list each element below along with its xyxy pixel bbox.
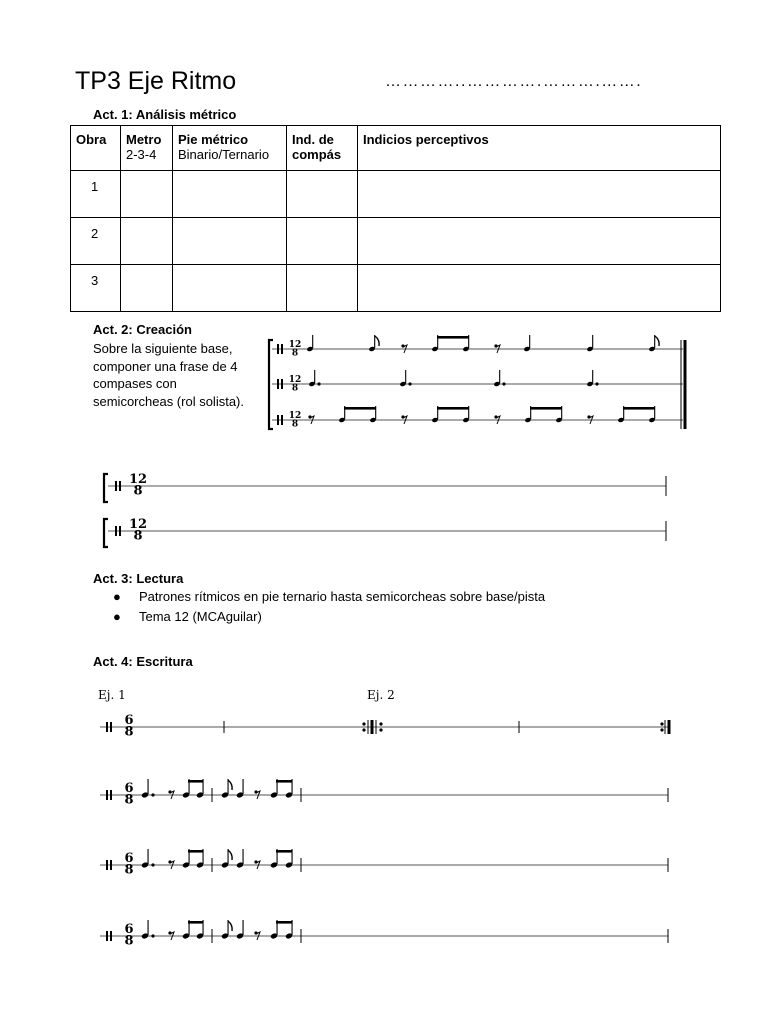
percussion-clef — [110, 722, 112, 732]
percussion-clef — [119, 526, 121, 536]
note-flag — [228, 921, 232, 931]
note-flag — [375, 336, 379, 346]
note-beam — [276, 850, 292, 853]
augmentation-dot — [660, 728, 663, 731]
col-header-metro: Metro 2-3-4 — [121, 126, 173, 171]
augmentation-dot — [660, 722, 663, 725]
note-beam — [344, 407, 376, 410]
time-signature-top: 12 — [288, 411, 302, 421]
col-header-indicios: Indicios perceptivos — [358, 126, 721, 171]
time-signature-top: 6 — [124, 781, 134, 796]
percussion-clef — [277, 379, 279, 389]
percussion-clef — [115, 526, 117, 536]
time-signature-bottom: 8 — [291, 348, 299, 359]
augmentation-dot — [379, 722, 382, 725]
time-signature-top: 12 — [288, 375, 302, 385]
percussion-clef — [281, 415, 283, 425]
col-header-obra: Obra — [71, 126, 121, 171]
time-signature-bottom: 8 — [291, 419, 299, 430]
act3-heading: Act. 3: Lectura — [93, 571, 184, 586]
note-beam — [530, 407, 562, 410]
augmentation-dot — [362, 728, 365, 731]
act1-heading: Act. 1: Análisis métrico — [93, 107, 237, 122]
time-signature-bottom: 8 — [124, 862, 134, 878]
act4-heading: Act. 4: Escritura — [93, 654, 193, 669]
augmentation-dot — [408, 382, 411, 385]
percussion-clef — [110, 790, 112, 800]
time-signature-top: 6 — [124, 713, 134, 728]
percussion-clef — [106, 860, 108, 870]
note-beam — [437, 336, 469, 339]
list-item: ● Patrones rítmicos en pie ternario hasta semicorcheas sobre base/pista — [113, 589, 546, 604]
percussion-clef — [277, 415, 279, 425]
percussion-clef — [115, 481, 117, 491]
note-beam — [437, 407, 469, 410]
time-signature-top: 6 — [124, 922, 134, 937]
time-signature-bottom: 8 — [124, 724, 134, 740]
augmentation-dot — [502, 382, 505, 385]
system-bracket — [104, 474, 108, 502]
time-signature-top: 6 — [124, 851, 134, 866]
time-signature-bottom: 8 — [133, 528, 143, 544]
note-beam — [188, 921, 203, 924]
percussion-clef — [119, 481, 121, 491]
row-number: 1 — [71, 171, 121, 218]
act2-heading: Act. 2: Creación — [93, 322, 192, 337]
time-signature-bottom: 8 — [291, 383, 299, 394]
exercise-label: Ej. 1 — [98, 688, 126, 702]
note-beam — [188, 850, 203, 853]
augmentation-dot — [379, 728, 382, 731]
note-beam — [276, 921, 292, 924]
time-signature-top: 12 — [128, 472, 148, 487]
row-number: 2 — [71, 218, 121, 265]
act2-instructions: Sobre la siguiente base, componer una frase de 4 compases con semicorcheas (rol solista). — [93, 341, 244, 409]
percussion-clef — [106, 722, 108, 732]
augmentation-dot — [317, 382, 320, 385]
percussion-clef — [110, 860, 112, 870]
row-number: 3 — [71, 265, 121, 312]
note-flag — [228, 850, 232, 860]
time-signature-bottom: 8 — [124, 933, 134, 949]
augmentation-dot — [151, 934, 154, 937]
augmentation-dot — [362, 722, 365, 725]
time-signature-top: 12 — [288, 340, 302, 350]
note-beam — [623, 407, 655, 410]
time-signature-bottom: 8 — [124, 792, 134, 808]
page-title: TP3 Eje Ritmo — [75, 67, 237, 95]
col-header-ind-compas: Ind. de compás — [287, 126, 358, 171]
list-item: ● Tema 12 (MCAguilar) — [113, 609, 262, 624]
system-bracket — [104, 519, 108, 547]
note-beam — [188, 780, 203, 783]
percussion-clef — [277, 344, 279, 354]
name-fill-line[interactable]: …………..………….……….……. — [385, 73, 643, 90]
augmentation-dot — [595, 382, 598, 385]
percussion-clef — [110, 931, 112, 941]
percussion-clef — [281, 344, 283, 354]
time-signature-bottom: 8 — [133, 483, 143, 499]
col-header-pie-metrico: Pie métrico Binario/Ternario — [173, 126, 287, 171]
note-beam — [276, 780, 292, 783]
augmentation-dot — [151, 793, 154, 796]
note-flag — [655, 336, 659, 346]
percussion-clef — [106, 790, 108, 800]
augmentation-dot — [151, 863, 154, 866]
exercise-label: Ej. 2 — [367, 688, 395, 702]
percussion-clef — [281, 379, 283, 389]
percussion-clef — [106, 931, 108, 941]
time-signature-top: 12 — [128, 517, 148, 532]
note-flag — [228, 780, 232, 790]
